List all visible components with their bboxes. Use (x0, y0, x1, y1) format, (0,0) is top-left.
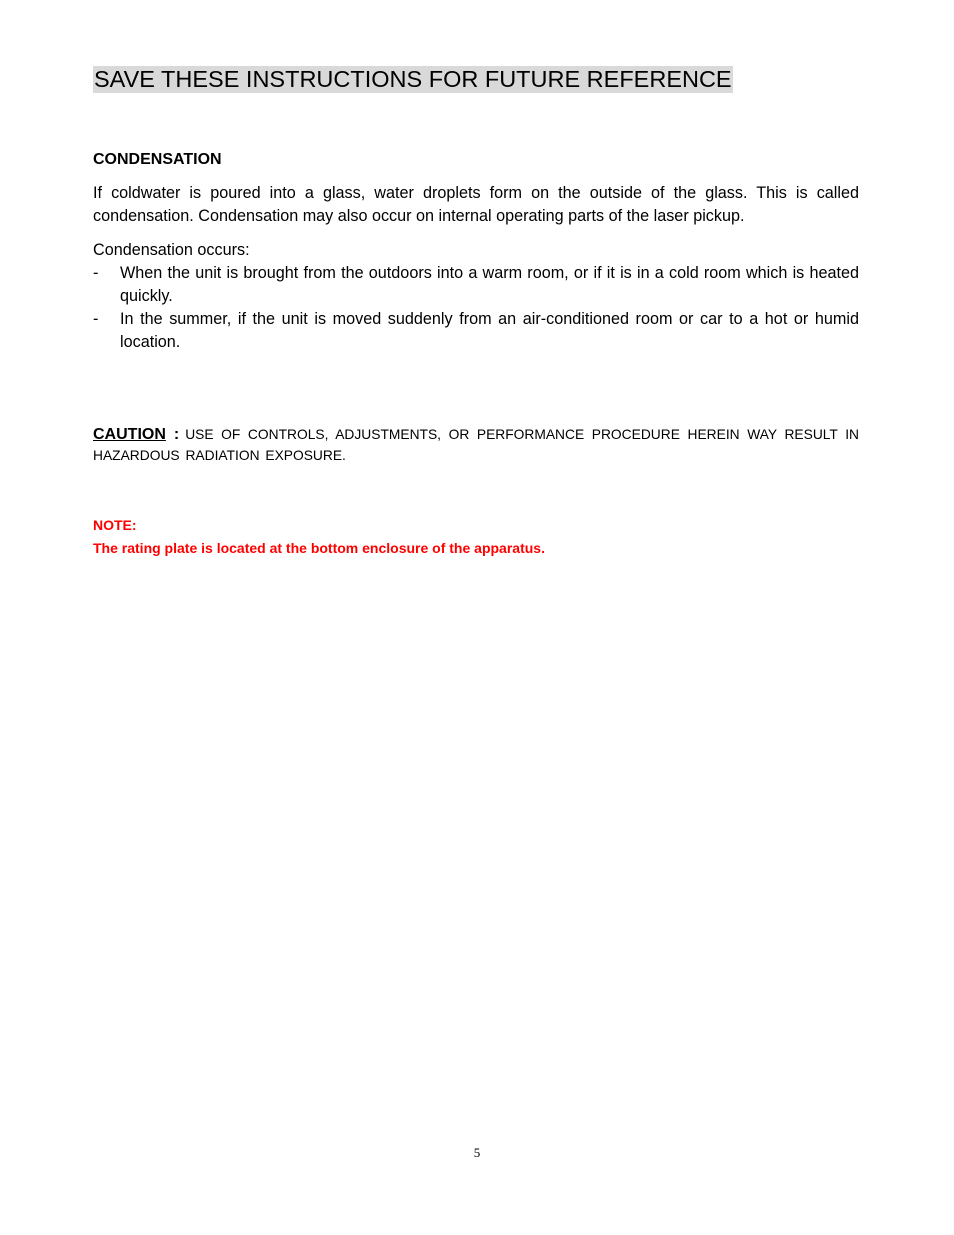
note-label: NOTE: (93, 517, 137, 533)
condensation-bullet-list (93, 262, 859, 354)
caution-text: USE OF CONTROLS, ADJUSTMENTS, OR PERFORMANCE PROCEDURE HEREIN WAY RESULT IN HAZARDOUS RADIATION EXPOSURE. (93, 427, 859, 463)
caution-block (93, 424, 859, 466)
bullet-text: When the unit is brought from the outdoors into a warm room, or if it is in a cold room which is heated quickly. (120, 264, 859, 305)
condensation-occurs-intro: Condensation occurs: (93, 241, 250, 259)
caution-label: CAUTION (93, 426, 166, 443)
caution-separator: : (173, 426, 180, 443)
condensation-paragraph: If coldwater is poured into a glass, water droplets form on the outside of the glass. This is called condensation. Condensation may also occur on internal operating parts of the laser pickup. (93, 184, 859, 225)
list-item (93, 262, 859, 308)
bullet-dash: - (93, 310, 99, 328)
condensation-heading: CONDENSATION (93, 151, 222, 168)
note-text: The rating plate is located at the bottom enclosure of the apparatus. (93, 540, 545, 556)
bullet-text: In the summer, if the unit is moved suddenly from an air-conditioned room or car to a hot or humid location. (120, 310, 859, 351)
page-title: SAVE THESE INSTRUCTIONS FOR FUTURE REFERENCE (94, 66, 732, 92)
list-item (93, 308, 859, 354)
bullet-dash: - (93, 264, 99, 282)
page-number: 5 (473, 1145, 481, 1160)
